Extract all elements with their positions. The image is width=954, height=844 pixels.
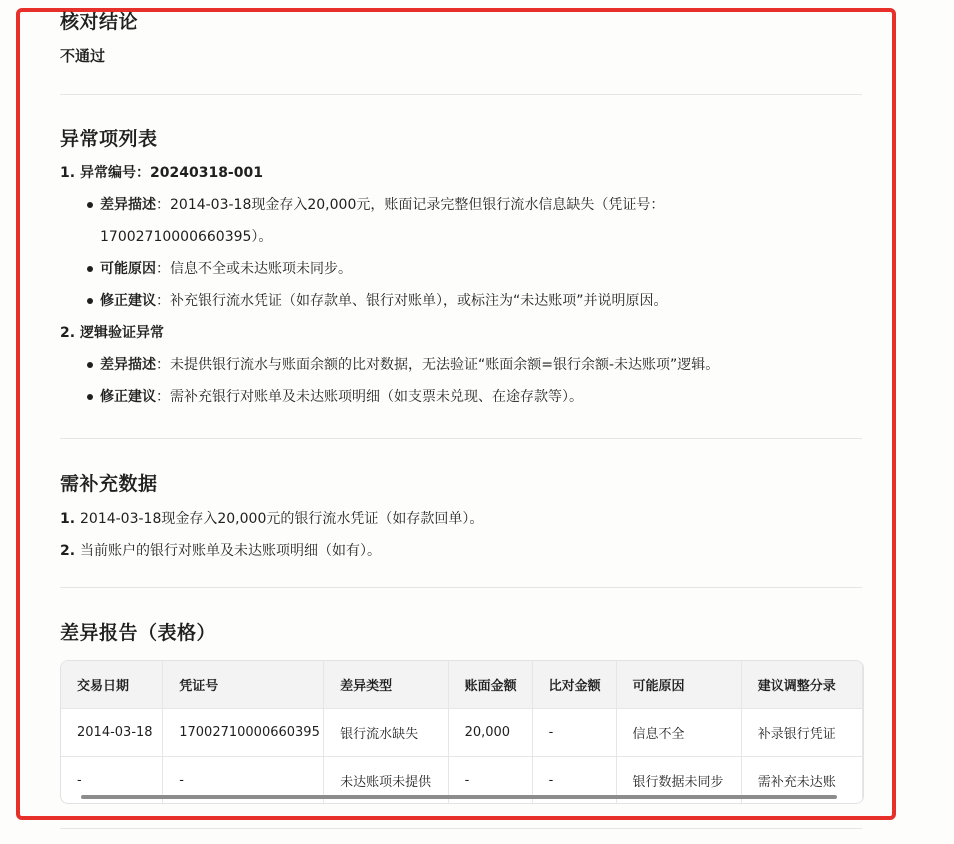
conclusion-value: 不通过 xyxy=(60,47,106,65)
table-cell: 2014-03-18 xyxy=(61,709,163,757)
table-cell: 银行数据未同步 xyxy=(616,757,741,805)
list-number: 2. xyxy=(60,325,76,341)
divider xyxy=(60,828,862,829)
bullet-icon xyxy=(87,202,93,208)
table-cell: - xyxy=(163,757,324,805)
anomaly-heading: 异常编号：20240318-001 xyxy=(80,165,263,181)
list-item xyxy=(60,503,862,535)
bullet-icon xyxy=(87,298,93,304)
column-header: 凭证号 xyxy=(163,661,324,709)
list-number: 1. xyxy=(60,165,76,181)
report-table xyxy=(61,661,863,804)
divider xyxy=(60,438,862,439)
anomaly-item xyxy=(60,157,862,189)
horizontal-scrollbar[interactable] xyxy=(81,795,837,799)
divider xyxy=(60,587,862,588)
anomaly-heading: 逻辑验证异常 xyxy=(80,325,164,341)
list-number: 2. xyxy=(60,543,76,559)
table-cell: - xyxy=(61,757,163,805)
divider xyxy=(60,94,862,95)
anomaly-list xyxy=(60,157,862,413)
table-cell: - xyxy=(532,757,616,805)
table-cell: 补录银行凭证 xyxy=(741,709,862,757)
report-heading: 差异报告（表格） xyxy=(60,622,217,644)
column-header: 差异类型 xyxy=(324,661,448,709)
table-cell: - xyxy=(448,757,532,805)
supplement-heading: 需补充数据 xyxy=(60,473,158,495)
column-header: 可能原因 xyxy=(616,661,741,709)
table-header-row xyxy=(61,661,863,709)
table-row xyxy=(61,709,863,757)
detail-label: 修正建议 xyxy=(100,389,156,405)
column-header: 交易日期 xyxy=(61,661,163,709)
anomaly-item xyxy=(60,317,862,349)
anomaly-list-heading: 异常项列表 xyxy=(60,128,158,150)
detail-text: ：2014-03-18现金存入20,000元，账面记录完整但银行流水信息缺失（凭证号： xyxy=(156,197,665,213)
detail-label: 差异描述 xyxy=(100,357,156,373)
table-cell: 17002710000660395 xyxy=(163,709,324,757)
column-header: 账面金额 xyxy=(448,661,532,709)
detail-label: 修正建议 xyxy=(100,293,156,309)
anomaly-detail xyxy=(60,285,862,317)
list-item-text: 2014-03-18现金存入20,000元的银行流水凭证（如存款回单）。 xyxy=(80,511,484,527)
detail-label: 可能原因 xyxy=(100,261,156,277)
detail-text: ：信息不全或未达账项未同步。 xyxy=(156,261,352,277)
column-header: 比对金额 xyxy=(532,661,616,709)
table-cell: 信息不全 xyxy=(616,709,741,757)
list-item xyxy=(60,535,862,567)
column-header: 建议调整分录 xyxy=(741,661,862,709)
supplement-list xyxy=(60,503,862,567)
table-cell: - xyxy=(532,709,616,757)
bullet-icon xyxy=(87,394,93,400)
anomaly-detail xyxy=(60,349,862,381)
table-cell: 未达账项未提供 xyxy=(324,757,448,805)
anomaly-detail xyxy=(60,381,862,413)
anomaly-detail xyxy=(60,189,862,253)
conclusion-heading: 核对结论 xyxy=(60,11,139,33)
bullet-icon xyxy=(87,266,93,272)
detail-text: ：未提供银行流水与账面余额的比对数据，无法验证“账面余额=银行余额-未达账项”逻辑。 xyxy=(156,357,720,373)
bullet-icon xyxy=(87,362,93,368)
detail-text: ：需补充银行对账单及未达账项明细（如支票未兑现、在途存款等）。 xyxy=(156,389,583,405)
report-table-container[interactable] xyxy=(60,660,864,804)
list-item-text: 当前账户的银行对账单及未达账项明细（如有）。 xyxy=(80,543,381,559)
table-cell: 需补充未达账 xyxy=(741,757,862,805)
table-cell: 20,000 xyxy=(448,709,532,757)
anomaly-detail xyxy=(60,253,862,285)
list-number: 1. xyxy=(60,511,76,527)
table-cell: 银行流水缺失 xyxy=(324,709,448,757)
detail-text: ：补充银行流水凭证（如存款单、银行对账单），或标注为“未达账项”并说明原因。 xyxy=(156,293,668,309)
detail-text-continued: 17002710000660395）。 xyxy=(100,229,273,245)
detail-label: 差异描述 xyxy=(100,197,156,213)
